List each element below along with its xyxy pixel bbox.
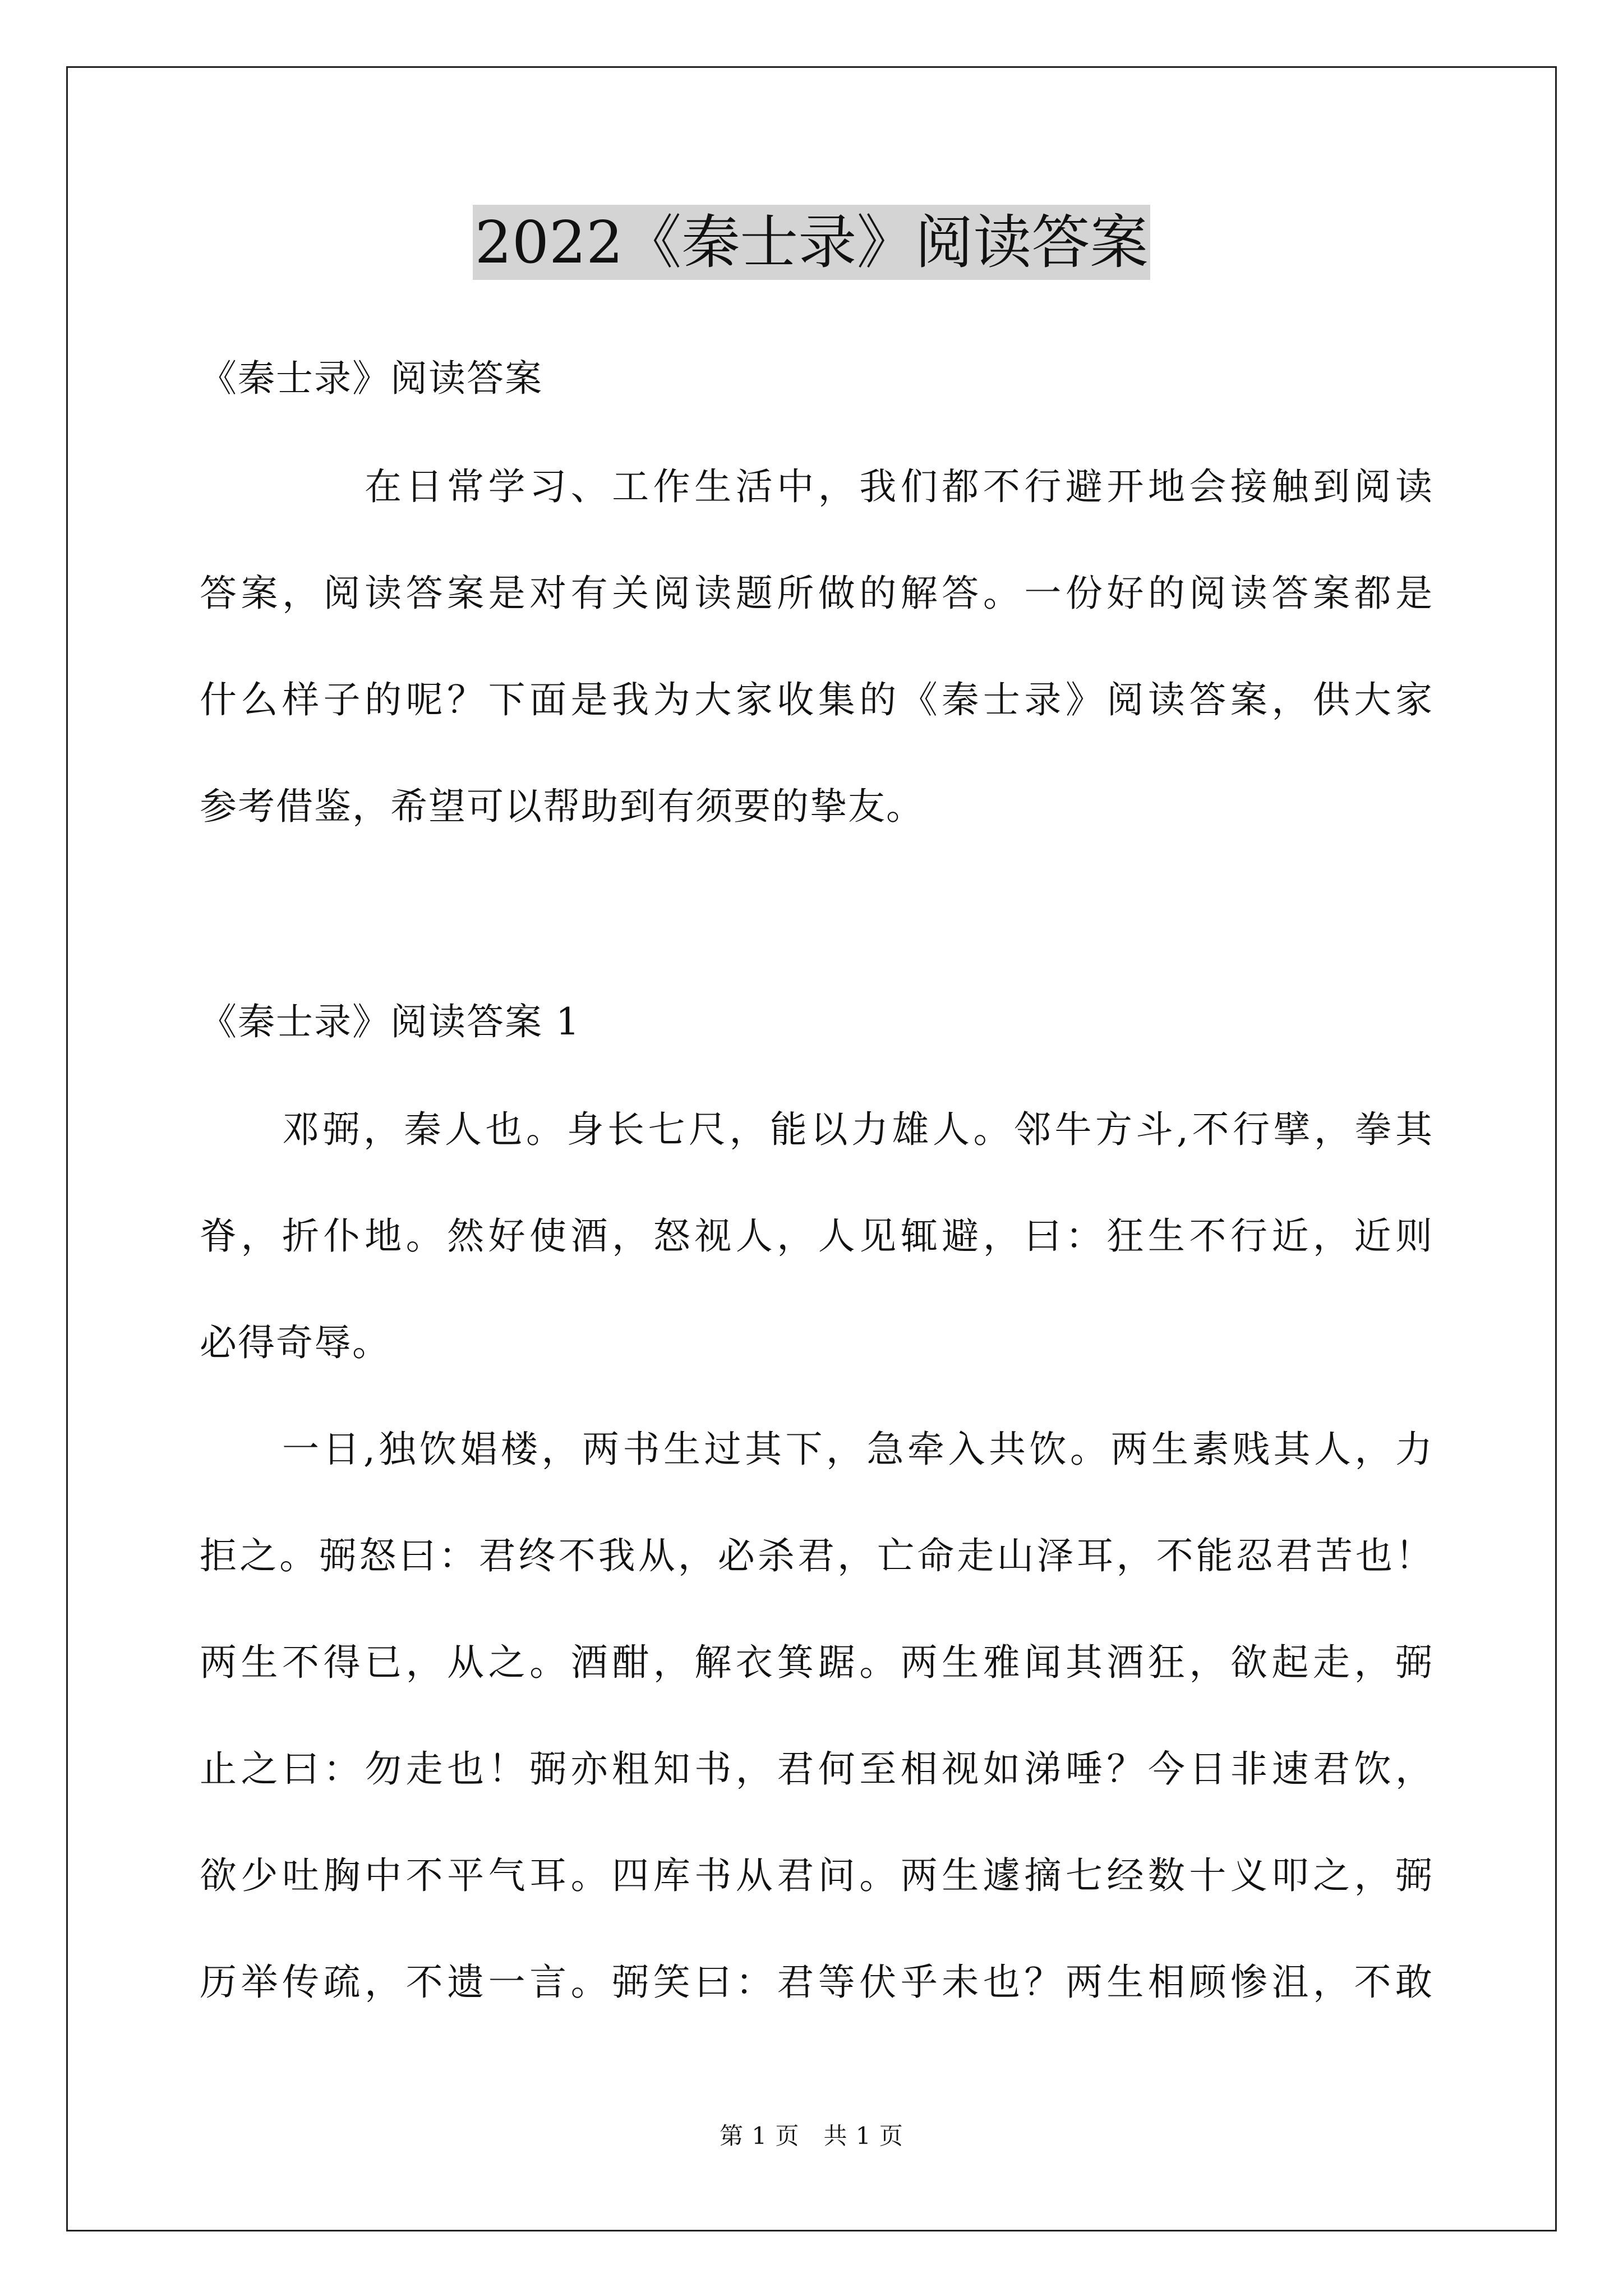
- paragraph-line: 历举传疏，不遗一言。弼笑曰：君等伏乎未也？两生相顾惨沮，不敢: [200, 1961, 1433, 2004]
- paragraph-line: 一日,独饮娼楼，两书生过其下，急牵入共饮。两生素贱其人，力: [282, 1428, 1433, 1471]
- intro-line: 参考借鉴，希望可以帮助到有须要的挚友。: [200, 785, 924, 828]
- paragraph-line: 脊，折仆地。然好使酒，怒视人，人见辄避，曰：狂生不行近，近则: [200, 1214, 1433, 1258]
- paragraph-line: 欲少吐胸中不平气耳。四库书从君问。两生遽摘七经数十义叩之，弼: [200, 1854, 1433, 1897]
- page-number-footer: 第 1 页 共 1 页: [720, 2122, 903, 2150]
- document-title: 2022《秦士录》阅读答案: [0, 203, 1623, 282]
- section-heading: 《秦士录》阅读答案 1: [200, 1000, 580, 1043]
- subtitle: 《秦士录》阅读答案: [200, 357, 543, 400]
- intro-line: 什么样子的呢？下面是我为大家收集的《秦士录》阅读答案，供大家: [200, 678, 1433, 721]
- paragraph-line: 止之曰：勿走也！弼亦粗知书，君何至相视如涕唾？今日非速君饮，: [200, 1747, 1433, 1791]
- paragraph-line: 两生不得已，从之。酒酣，解衣箕踞。两生雅闻其酒狂，欲起走，弼: [200, 1641, 1433, 1684]
- paragraph-line: 邓弼，秦人也。身长七尺，能以力雄人。邻牛方斗,不行擘，拳其: [282, 1108, 1433, 1151]
- paragraph-line: 拒之。弼怒曰：君终不我从，必杀君，亡命走山泽耳，不能忍君苦也！: [200, 1534, 1433, 1577]
- intro-line: 答案，阅读答案是对有关阅读题所做的解答。一份好的阅读答案都是: [200, 572, 1433, 615]
- paragraph-line: 必得奇辱。: [200, 1321, 390, 1364]
- intro-line: 在日常学习、工作生活中，我们都不行避开地会接触到阅读: [365, 465, 1433, 508]
